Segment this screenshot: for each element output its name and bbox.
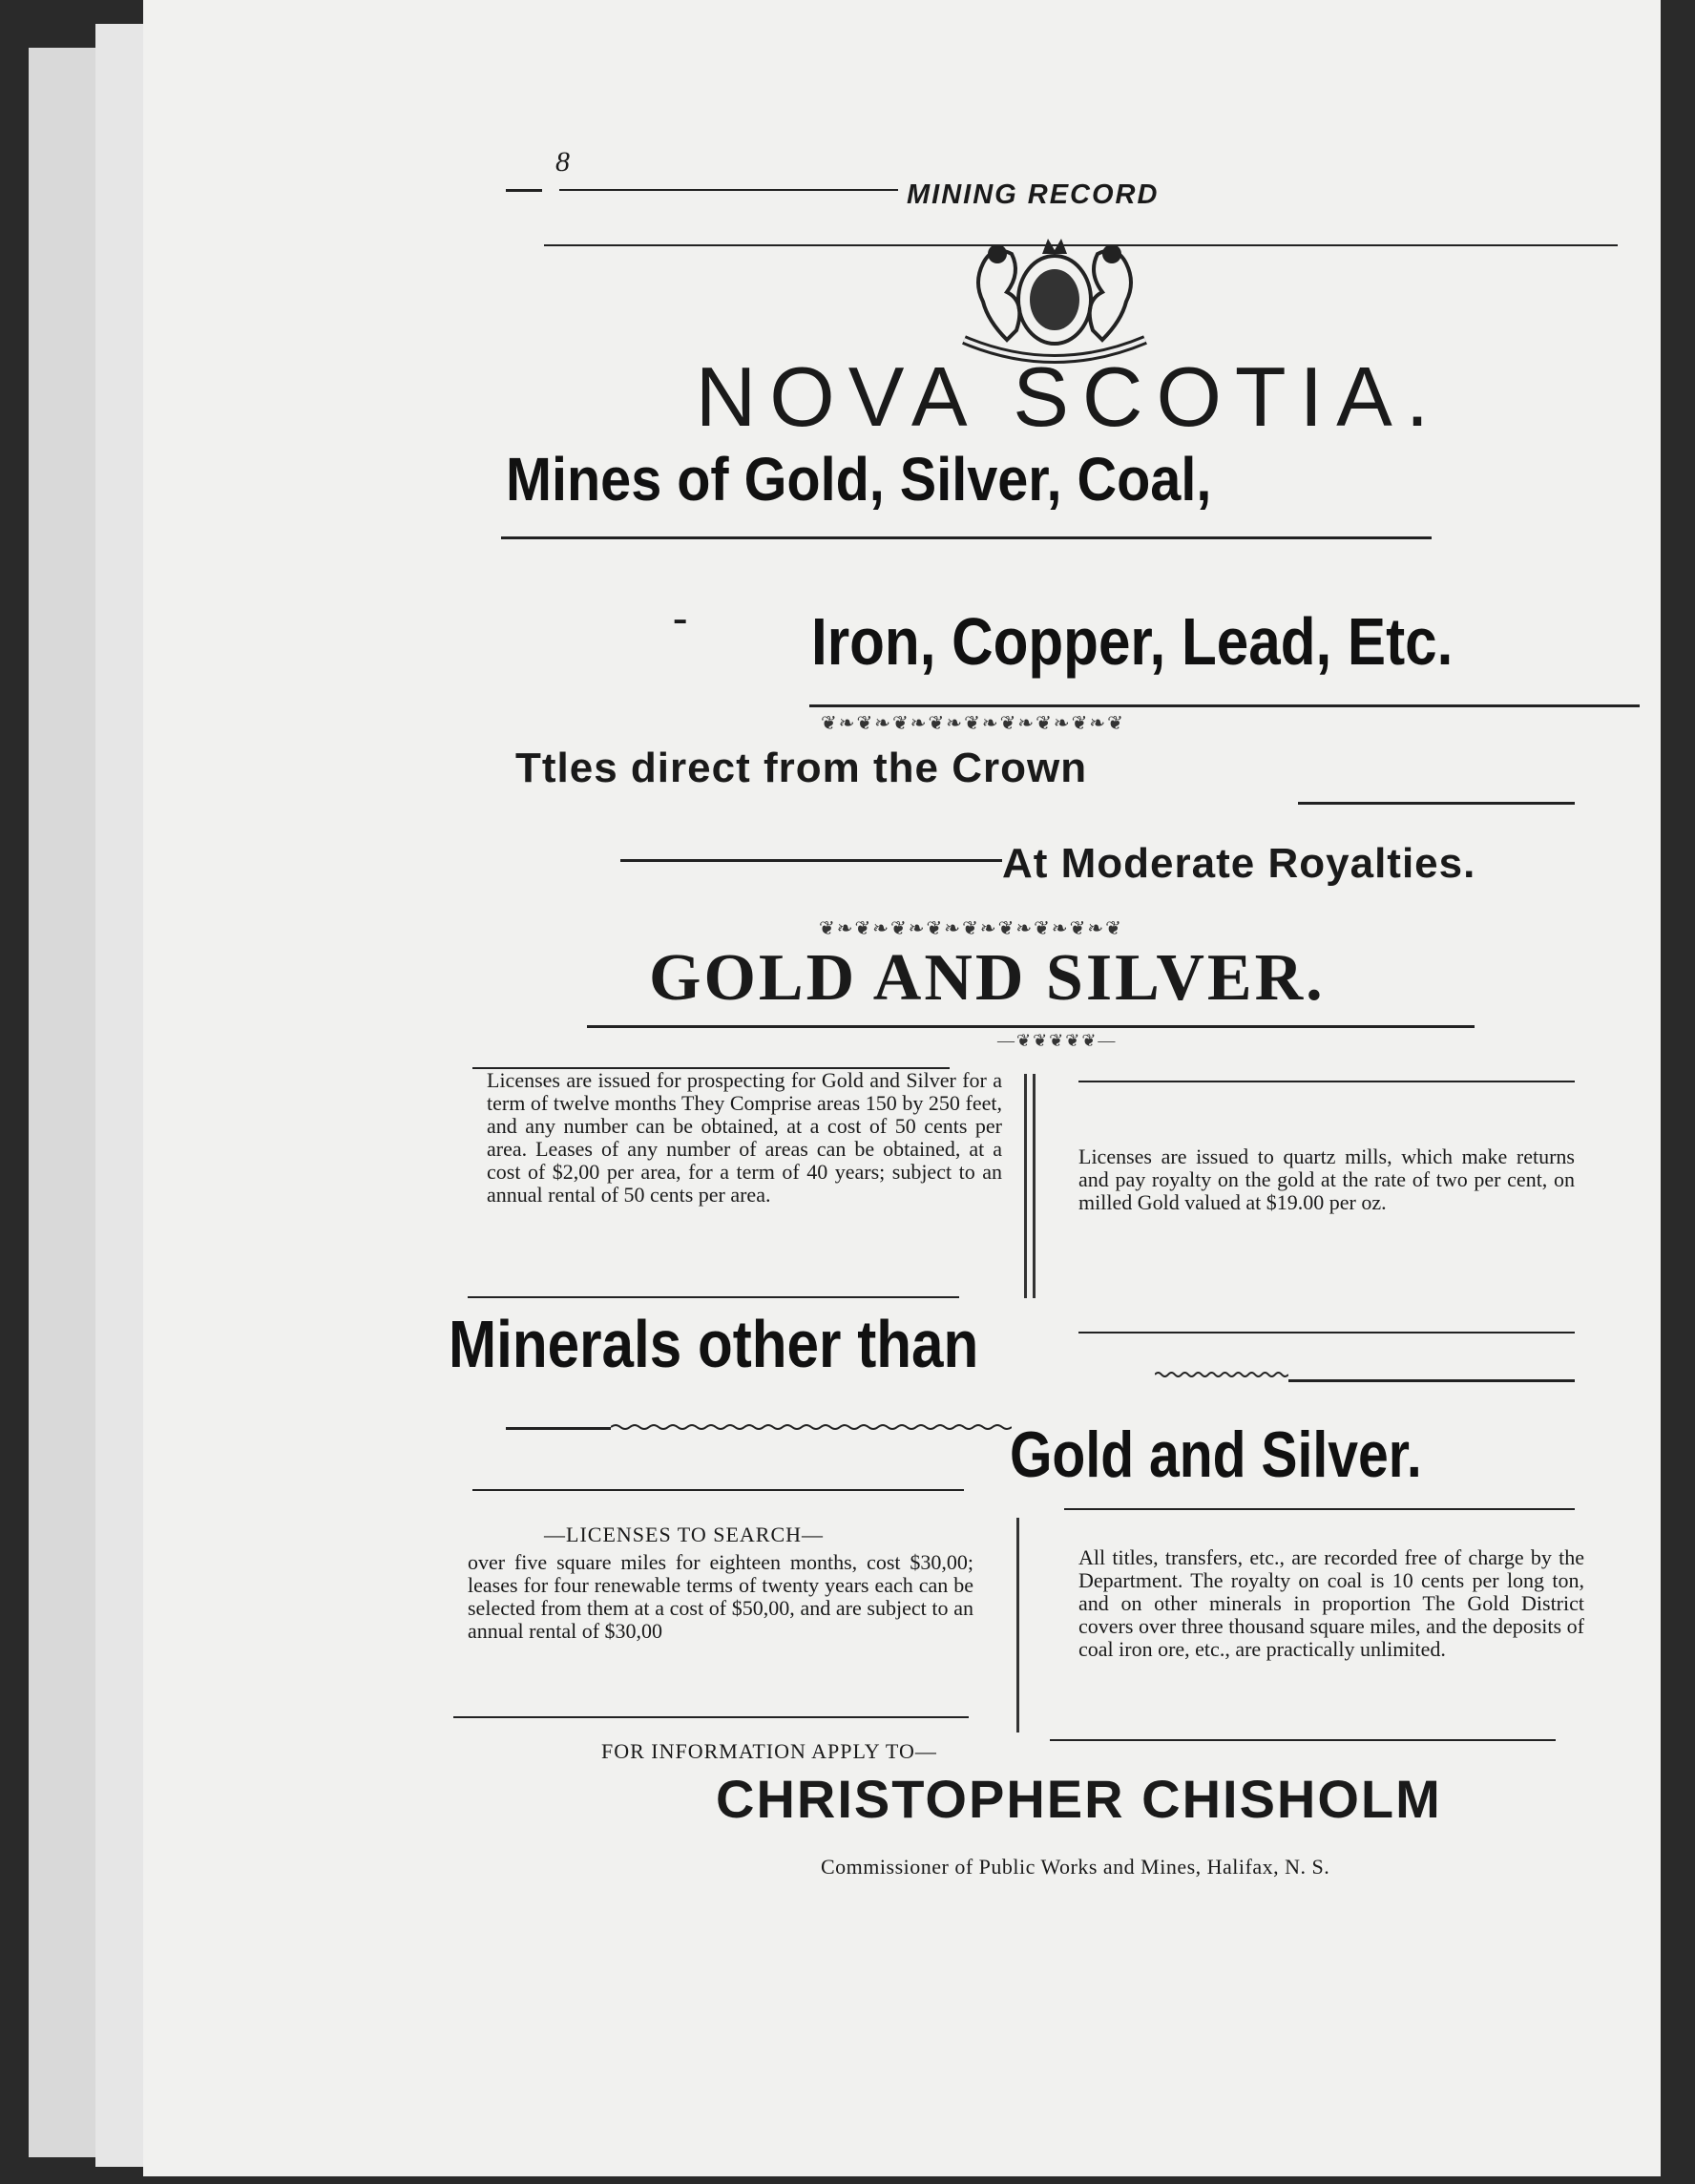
- column-divider-2: [1033, 1074, 1036, 1298]
- minerals-rule-2a: [506, 1427, 611, 1430]
- running-head: MINING RECORD: [907, 179, 1160, 210]
- mines-rule-1: [501, 536, 1432, 539]
- commissioner-title: Commissioner of Public Works and Mines, Halifax, N. S.: [821, 1855, 1330, 1879]
- ornament-divider: ❦❧❦❧❦❧❦❧❦❧❦❧❦❧❦❧❦: [821, 713, 1125, 734]
- mines-rule-2: [809, 704, 1640, 707]
- minerals-right-top-rule: [1064, 1508, 1575, 1510]
- titles-line: Ttles direct from the Crown: [515, 745, 1088, 791]
- titles-royalty-paragraph: All titles, transfers, etc., are recorded free of charge by the Department. The royalty on coal is 10 cents per long ton, and on other minerals in proportion The Gold District covers over three thousand square miles, and the deposits of coal iron ore, etc., are practically unlimited.: [1078, 1545, 1584, 1661]
- quartz-mills-paragraph: Licenses are issued to quartz mills, which make returns and pay royalty on the gold at the rate of two per cent, on milled Gold valued at $19.00 per oz.: [1078, 1144, 1575, 1214]
- wavy-rule-icon: [1155, 1370, 1288, 1379]
- ornament-divider-2: ❦❧❦❧❦❧❦❧❦❧❦❧❦❧❦❧❦: [819, 918, 1123, 939]
- document-page: [143, 0, 1661, 2176]
- minerals-left-top-rule: [472, 1489, 964, 1491]
- licenses-to-search-heading: —LICENSES TO SEARCH—: [544, 1522, 825, 1546]
- commissioner-name: CHRISTOPHER CHISHOLM: [716, 1769, 1442, 1829]
- minerals-left-bottom-rule: [453, 1716, 969, 1718]
- search-licenses-paragraph: over five square miles for eighteen months, cost $30,00; leases for four renewable terms of twenty years each can be selected from them at a cost of $50,00, and are subject to an annual rental of $30,00: [468, 1550, 973, 1643]
- minerals-rule-1: [1288, 1379, 1575, 1382]
- royalties-line: At Moderate Royalties.: [1002, 840, 1476, 887]
- titles-rule: [1298, 802, 1575, 805]
- header-rule-left: [506, 189, 542, 192]
- wavy-rule-2-icon: [611, 1422, 1012, 1432]
- page-number: 8: [555, 146, 570, 178]
- column-divider: [1024, 1074, 1027, 1298]
- advertisement: [449, 143, 1632, 1938]
- dash-mark: -: [673, 593, 688, 641]
- page-title: NOVA SCOTIA.: [695, 349, 1443, 444]
- gold-left-bottom-rule: [468, 1296, 959, 1298]
- royalties-rule: [620, 859, 1002, 862]
- for-information-text: FOR INFORMATION APPLY TO—: [601, 1739, 937, 1763]
- mines-heading-line2: Iron, Copper, Lead, Etc.: [811, 604, 1454, 679]
- small-ornament: —❦❦❦❦❦—: [997, 1031, 1118, 1050]
- gold-right-bottom-rule: [1078, 1332, 1575, 1334]
- royal-crest-icon: [954, 225, 1155, 368]
- minerals-heading-line2: Gold and Silver.: [1010, 1418, 1422, 1491]
- gold-right-top-rule: [1078, 1081, 1575, 1082]
- gold-silver-rule: [587, 1025, 1475, 1028]
- minerals-heading-line1: Minerals other than: [449, 1307, 979, 1381]
- gold-silver-heading: GOLD AND SILVER.: [649, 941, 1326, 1015]
- gold-licenses-paragraph: Licenses are issued for prospecting for Gold and Silver for a term of twelve months They Comprise areas 150 by 250 feet, and any number can be obtained, at a cost of 50 cents per area. Leases of any number of areas can be obtained, at a cost of $2,00 per area, for a term of 40 years; subject to an annual rental of 50 cents per area.: [487, 1068, 1002, 1207]
- column-divider-3: [1016, 1518, 1019, 1732]
- minerals-right-bottom-rule: [1050, 1739, 1556, 1741]
- mines-heading-line1: Mines of Gold, Silver, Coal,: [506, 445, 1212, 514]
- header-rule-left-2: [559, 189, 898, 191]
